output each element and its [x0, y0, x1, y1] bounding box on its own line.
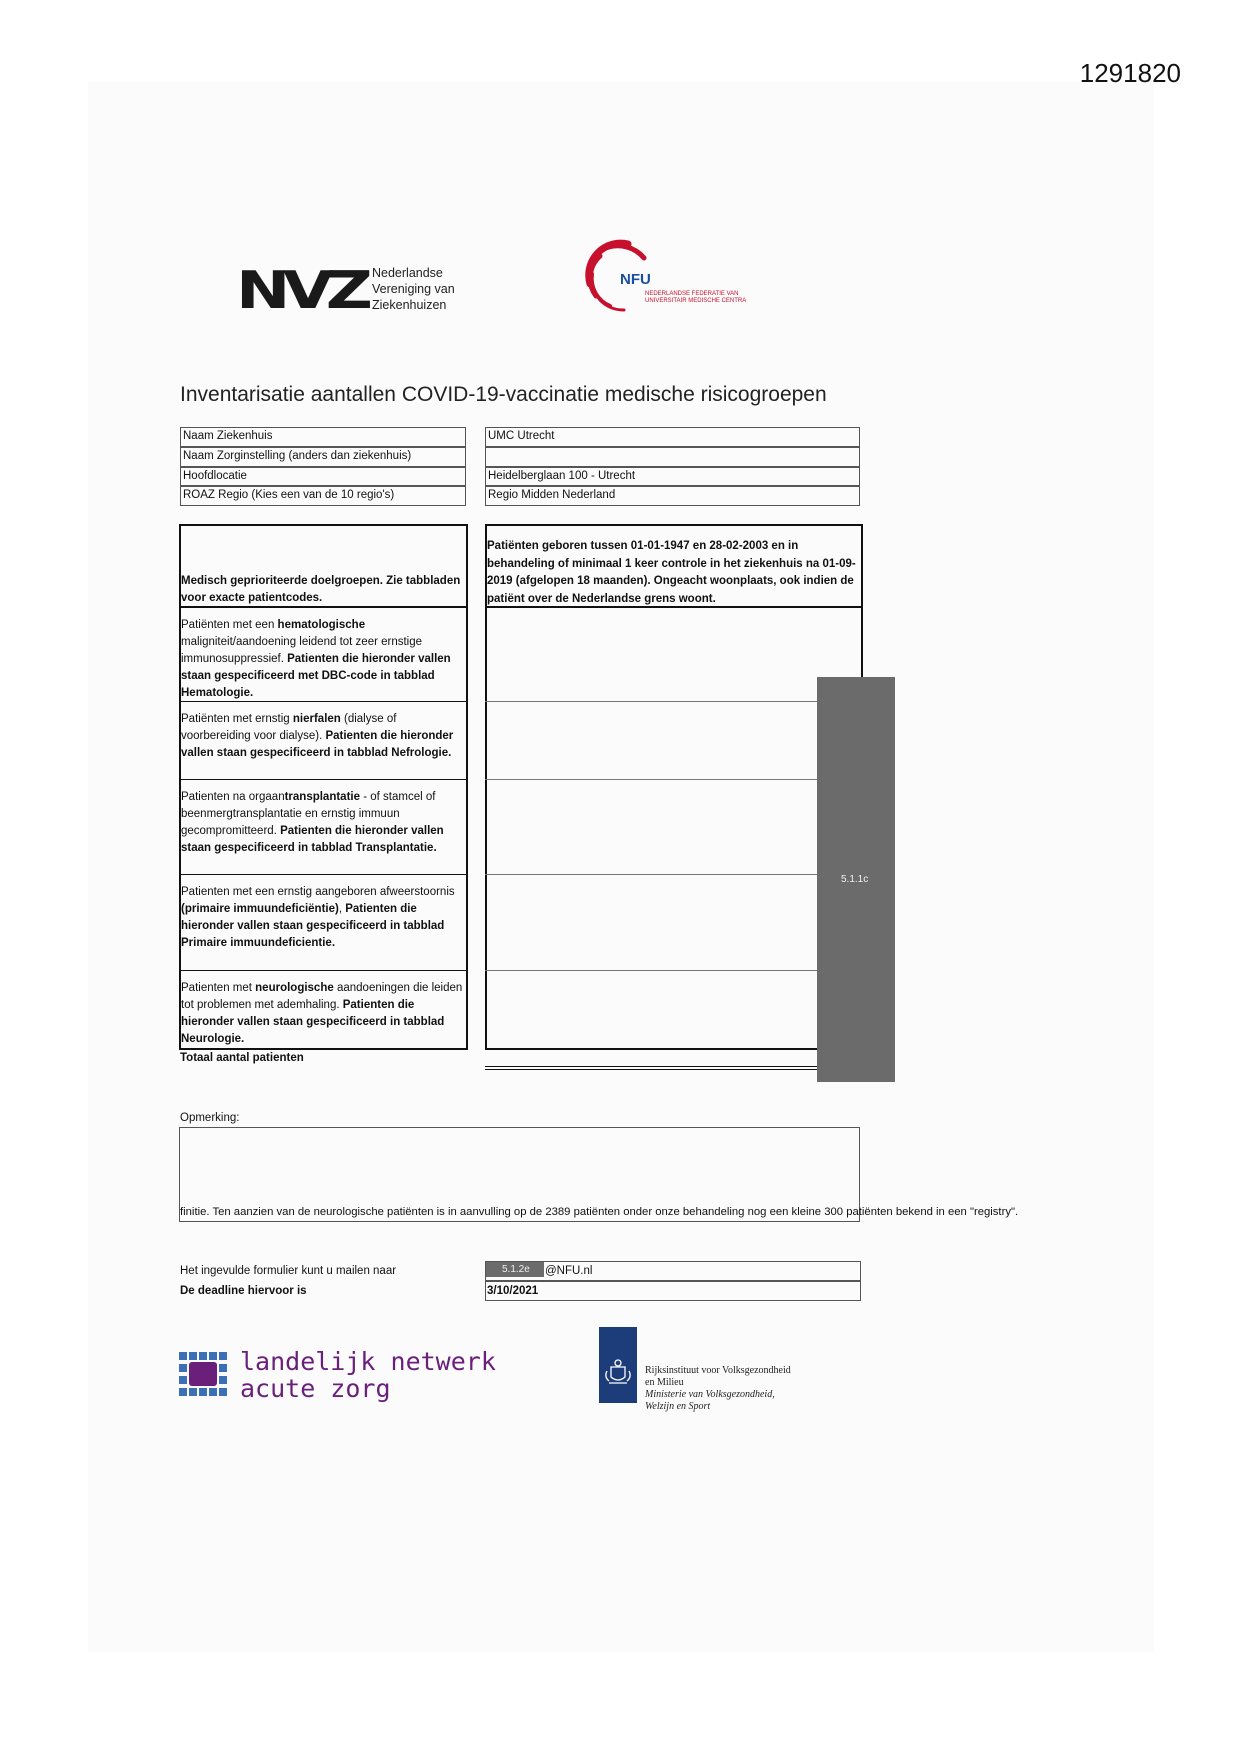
lnaz-line: landelijk netwerk [240, 1347, 496, 1376]
group-description-run: hematologische [277, 619, 366, 631]
nvz-line: Vereniging van [372, 282, 455, 296]
deadline-label: De deadline hiervoor is [180, 1285, 307, 1297]
group-description-run: Patienten die hieronder vallen staan gespecificeerd in tabblad Transplantatie. [181, 825, 444, 854]
group-description-run: , [338, 903, 346, 915]
group-description-immunodeficiency [179, 883, 466, 953]
remark-label: Opmerking: [180, 1112, 240, 1124]
info-label-hospital: Naam Ziekenhuis [180, 427, 466, 447]
mail-domain: @NFU.nl [545, 1265, 593, 1277]
info-label-location: Hoofdlocatie [180, 467, 466, 486]
total-label: Totaal aantal patienten [180, 1052, 304, 1064]
nfu-line: UNIVERSITAIR MEDISCHE CENTRA [645, 298, 747, 304]
rivm-logo-bar [599, 1327, 637, 1403]
nvz-line: Nederlandse [372, 266, 443, 280]
redaction-code: 5.1.1c [841, 874, 869, 885]
row-divider-right [485, 779, 862, 780]
info-label-institution: Naam Zorginstelling (anders dan ziekenhuis) [180, 447, 466, 467]
row-divider-right [485, 970, 862, 971]
header-divider-left [179, 606, 466, 608]
group-description-run: maligniteit/aandoening leidend tot zeer ernstige immunosuppressief. [181, 636, 423, 665]
group-description-run: Patienten met [181, 982, 256, 994]
group-description-run: Patiënten met ernstig [181, 713, 293, 725]
group-description-run: aandoeningen die leiden tot problemen met ademhaling. [181, 982, 463, 1011]
nfu-logo-subtitle [645, 291, 746, 305]
lnaz-line: acute zorg [240, 1374, 391, 1403]
rivm-line: en Milieu [645, 1377, 684, 1388]
group-description-run: Patiënten met een [181, 619, 278, 631]
lnaz-logo-icon [179, 1352, 227, 1396]
group-description-run: Patienten die hieronder vallen staan gespecificeerd in tabblad Nefrologie. [181, 730, 454, 759]
group-description-run: Patienten die hieronder vallen staan gespecificeerd met DBC-code in tabblad Hematologie. [181, 653, 451, 699]
groups-header-right: Patiënten geboren tussen 01-01-1947 en 28-02-2003 en in behandeling of minimaal 1 keer controle in het ziekenhuis na 01-09-2019 (afgelopen 18 maanden). Ongeacht woonplaats, ook indien de patiënt over de Nederlandse grens woont. [487, 540, 856, 605]
rivm-line: Ministerie van Volksgezondheid, [645, 1389, 775, 1400]
group-description-neurology [179, 979, 466, 1049]
header-divider-right [485, 606, 862, 608]
info-label-roaz: ROAZ Regio (Kies een van de 10 regio's) [180, 486, 466, 506]
nvz-line: Ziekenhuizen [372, 298, 447, 312]
info-value-hospital[interactable]: UMC Utrecht [485, 427, 860, 447]
rivm-logo-text [645, 1365, 791, 1413]
group-description-run: (primaire immuundeficiëntie) [181, 903, 339, 915]
group-description-hematology [179, 616, 466, 703]
remark-text: finitie. Ten aanzien van de neurologische patiënten is in aanvulling op de 2389 patiënten onder onze behandeling nog een kleine 300 patiënten bekend in een "registry". [180, 1206, 1019, 1218]
row-divider-right [485, 874, 862, 875]
lnaz-logo-text [240, 1348, 496, 1402]
group-description-run: Patienten met een ernstig aangeboren afweerstoornis [181, 886, 455, 898]
rivm-crest-icon [599, 1327, 637, 1403]
deadline-field[interactable] [485, 1281, 861, 1301]
group-description-run: neurologische [255, 982, 334, 994]
row-divider-right [485, 701, 862, 702]
mail-redaction-code: 5.1.2e [502, 1264, 530, 1275]
group-description-run: Patienten die hieronder vallen staan gespecificeerd in tabblad Neurologie. [181, 999, 445, 1045]
document-id: 1291820 [1079, 58, 1181, 88]
total-underline-double [485, 1069, 862, 1070]
group-description-run: (dialyse of voorbereiding voor dialyse). [181, 713, 397, 742]
row-divider-left [179, 874, 466, 875]
info-value-roaz[interactable]: Regio Midden Nederland [485, 486, 860, 506]
group-description-run: Patienten na orgaan [181, 791, 285, 803]
row-divider-left [179, 779, 466, 780]
nvz-logo-text [372, 265, 455, 313]
group-description-transplantation [179, 788, 466, 858]
group-description-nephrology [179, 710, 466, 763]
groups-header-left: Medisch geprioriteerde doelgroepen. Zie tabbladen voor exacte patientcodes. [181, 575, 461, 604]
total-underline [485, 1066, 862, 1067]
group-description-run: Patienten die hieronder vallen staan gespecificeerd in tabblad Primaire immuundeficientie. [181, 903, 445, 949]
deadline-value: 3/10/2021 [487, 1285, 539, 1297]
nvz-logo-mark: NVZ [236, 261, 366, 321]
row-divider-left [179, 970, 466, 971]
group-description-run: transplantatie [284, 791, 361, 803]
nfu-logo-mark: NFU [620, 271, 651, 288]
group-description-run: nierfalen [292, 713, 341, 725]
mail-label: Het ingevulde formulier kunt u mailen naar [180, 1265, 397, 1277]
row-divider-left [179, 701, 466, 702]
info-value-location[interactable]: Heidelberglaan 100 - Utrecht [485, 467, 860, 486]
form-title: Inventarisatie aantallen COVID-19-vaccinatie medische risicogroepen [180, 383, 827, 406]
info-value-institution[interactable] [485, 447, 860, 467]
nfu-line: NEDERLANDSE FEDERATIE VAN [645, 291, 739, 297]
group-description-run: - of stamcel of beenmergtransplantatie en ernstig immuun gecompromitteerd. [181, 791, 436, 837]
rivm-line: Welzijn en Sport [645, 1401, 711, 1412]
rivm-line: Rijksinstituut voor Volksgezondheid [645, 1365, 791, 1376]
